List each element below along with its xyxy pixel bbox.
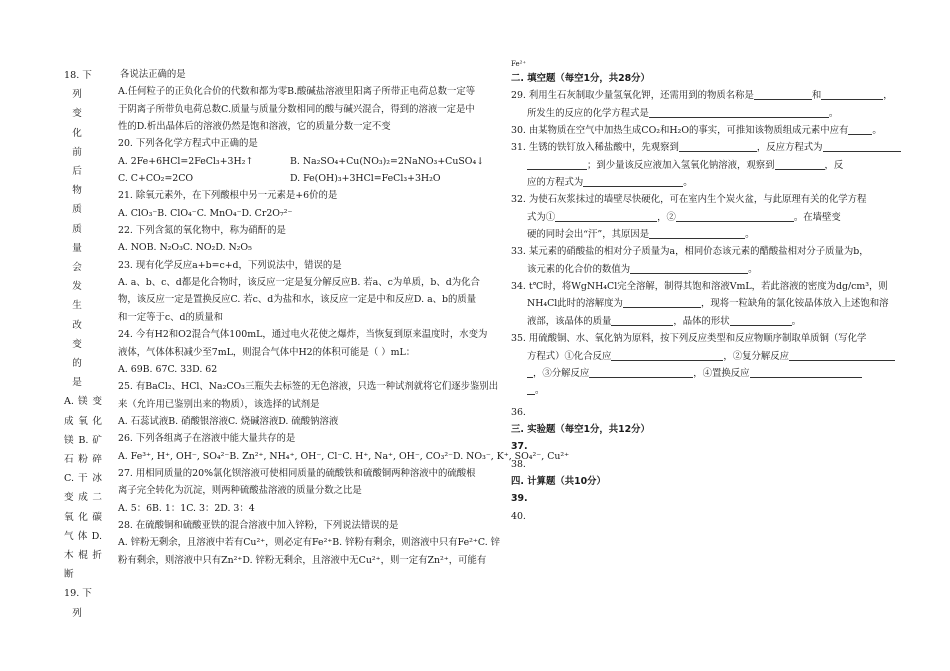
q20-options-row (118, 170, 494, 187)
q18-vertical-char: 列 (72, 89, 82, 101)
left-text-line: 27. 用相同质量的20%氯化钡溶液可使相同质量的硫酸铁和硫酸铜两种溶液中的硫酸根 (118, 467, 476, 479)
q34-line2: NH₄Cl此时的溶解度为 ，现将一粒缺角的氯化铵晶体放入上述饱和溶 (527, 298, 889, 310)
q18-option-fragment: 断 (64, 569, 74, 581)
q31-blank-4[interactable] (775, 158, 825, 170)
q19-vertical-text (64, 604, 104, 623)
q31-line1: 31. 生锈的铁钉放入稀盐酸中，先观察到 ，反应方程式为 (511, 139, 891, 156)
left-text-line: 物，该反应一定是置换反应C. 若c、d为盐和水，该反应一定是中和反应D. a、b的质量 (118, 294, 477, 306)
q31-blank-1[interactable] (679, 140, 757, 152)
q18-option-fragment: 气 体 D. (64, 530, 102, 542)
q18-vertical-char: 是 (72, 377, 82, 389)
q35-line4: 。 (511, 382, 891, 399)
q30-blank[interactable] (848, 123, 872, 135)
q31-blank-3[interactable] (527, 158, 587, 170)
right-question-column (511, 60, 893, 525)
q18-vertical-char: 后 (72, 166, 82, 178)
q18-vertical-char: 量 (72, 242, 82, 254)
q32-line1: 32. 为使石灰浆抹过的墙壁尽快硬化，可在室内生个炭火盆，与此原理有关的化学方程 (511, 194, 867, 206)
q34-blank-3[interactable] (730, 314, 792, 326)
q34-blank-1[interactable] (623, 296, 701, 308)
left-text-line: 性的D.析出晶体后的溶液仍然是饱和溶液，它的质量分数一定不变 (118, 121, 391, 133)
q35-line3: ，③分解反应 ，④置换反应 (511, 365, 891, 382)
q18-option-fragment: C. 干 冰 (64, 473, 102, 485)
q29-blank-2[interactable] (821, 88, 883, 100)
q18-option-fragment: 氧 化 碳 (64, 511, 102, 523)
left-text-line: A. NOB. N₂O₃C. NO₂D. N₂O₅ (118, 242, 252, 254)
left-text-line: A. 石蕊试液B. 硝酸银溶液C. 烧碱溶液D. 硫酸钠溶液 (118, 415, 339, 427)
left-text-line: 和一定等于c、d的质量和 (118, 311, 224, 323)
q30-line: 30. 由某物质在空气中加热生成CO₂和H₂O的事实，可推知该物质组成元素中应有 。 (511, 125, 882, 137)
q18-vertical-char: 发 (72, 281, 82, 293)
q32-blank-3[interactable] (649, 227, 745, 239)
q18-vertical-char: 前 (72, 146, 82, 158)
section-experiment-heading: 三. 实验题（每空1分，共12分） (511, 423, 650, 435)
q18-options (64, 392, 104, 584)
q18-vertical-char: 改 (72, 319, 82, 331)
q35-line2: 方程式）①化合反应 ，②复分解反应 (511, 348, 891, 365)
q19-number: 19. 下 (64, 588, 92, 600)
q18-option-fragment: 木 棍 折 (64, 550, 102, 562)
q18-option-fragment: 镁 B. 矿 (64, 434, 102, 446)
q20-options-row (118, 153, 494, 170)
q18-vertical-text (64, 85, 104, 392)
q20-option: B. Na₂SO₄+Cu(NO₃)₂=2NaNO₃+CuSO₄↓ (290, 155, 485, 167)
q18-vertical-char: 化 (72, 127, 82, 139)
q34-line3: 液部，该晶体的质量 ，晶体的形状 。 (527, 315, 802, 327)
left-text-line: 21. 除氧元素外，在下列酸根中另一元素是+6价的是 (118, 190, 338, 202)
q31-blank-5[interactable] (583, 175, 683, 187)
left-text-line: 离子完全转化为沉淀，则两种硫酸盐溶液的质量分数之比是 (118, 485, 362, 497)
q38-line: 38. (511, 458, 526, 470)
q35-blank-2[interactable] (789, 349, 895, 361)
q35-blank-4b[interactable] (527, 383, 535, 395)
q18-vertical-char: 质 (72, 204, 82, 216)
q32-blank-2[interactable] (676, 210, 794, 222)
q29-blank-3[interactable] (649, 106, 829, 118)
q35-blank-1[interactable] (611, 349, 723, 361)
q35-blank-3[interactable] (589, 366, 693, 378)
left-text-line: 各说法正确的是 (120, 69, 186, 80)
left-text-line: 26. 下列各组离子在溶液中能大量共存的是 (118, 433, 296, 445)
left-text-line: 来（允许用已鉴别出来的物质），该选择的试剂是 (118, 398, 320, 410)
left-text-line: 粉有剩余，则溶液中只有Zn²⁺D. 锌粉无剩余，且溶液中无Cu²⁺，则一定有Zn²⁺，可能有 (118, 554, 487, 566)
q20-option: A. 2Fe+6HCl=2FeCl₃+3H₂↑ (118, 155, 254, 167)
q20-option: C. C+CO₂=2CO (118, 173, 194, 185)
q34-blank-2[interactable] (611, 314, 673, 326)
q29-line1: 29. 利用生石灰制取少量氢氧化钾，还需用到的物质名称是 和 ， (511, 90, 893, 102)
left-text-line: 22. 下列含氮的氧化物中，称为硝酐的是 (118, 225, 286, 237)
left-text-line: 28. 在硫酸铜和硫酸亚铁的混合溶液中加入锌粉，下列说法错误的是 (118, 519, 399, 531)
q33-line2: 该元素的化合价的数值为 。 (527, 263, 758, 275)
q18-option-fragment: A. 镁 变 (64, 396, 102, 408)
q31-blank-2[interactable] (823, 140, 901, 152)
q18-option-fragment: 变 成 二 (64, 492, 102, 504)
q33-blank[interactable] (630, 262, 748, 274)
left-text-line: 于阴离子所带负电荷总数C.质量与质量分数相同的酸与碱兴混合，得到的溶液一定是中 (118, 103, 475, 115)
left-text-line: A. Fe³⁺, H⁺, OH⁻, SO₄²⁻B. Zn²⁺, NH₄⁺, OH⁻, Cl⁻C. H⁺, Na⁺, OH⁻, CO₃²⁻D. NO₃⁻, K⁺, SO₄²⁻, Cu²⁺ (118, 450, 570, 462)
left-text-line: A. a、b、c、d都是化合物时，该反应一定是复分解反应B. 若a、c为单质，b、d为化合 (118, 277, 480, 289)
left-text-line: 液体，气体体积减少至7mL，则混合气体中H2的体积可能是（ ）mL： (118, 346, 416, 358)
q18-vertical-char: 的 (72, 358, 82, 370)
q18-option-fragment: 成 氧 化 (64, 415, 102, 427)
q29-blank-1[interactable] (754, 88, 812, 100)
q31-line2: ；到少量该反应液加入氢氧化钠溶液，观察到 ，反 (511, 157, 891, 174)
q29-line2: 所发生的反应的化学方程式是 。 (527, 107, 839, 119)
q18-vertical-char: 变 (72, 338, 82, 350)
q36-line: 36. (511, 406, 526, 418)
left-text-line: A. ClO₃⁻B. ClO₄⁻C. MnO₄⁻D. Cr2O₇²⁻ (118, 207, 293, 219)
q40-line: 40. (511, 510, 526, 522)
q39-line: 39. (511, 493, 528, 505)
left-text-line: A. 69B. 67C. 33D. 62 (118, 363, 218, 375)
q35-line1: 35. 用硫酸铜、水、氧化钠为原料，按下列反应类型和反应物顺序制取单质铜（写化学 (511, 333, 867, 345)
left-text-line: 20. 下列各化学方程式中正确的是 (118, 138, 258, 150)
q32-blank-1[interactable] (555, 210, 657, 222)
q18-number: 18. 下 (64, 70, 92, 81)
left-text-line: A. 5：6B. 1：1C. 3：2D. 3：4 (118, 502, 255, 514)
q32-line2: 式为① ，② 。在墙壁变 (527, 211, 841, 223)
section-calculation-heading: 四. 计算题（共10分） (511, 475, 606, 487)
q18-vertical-char: 物 (72, 185, 82, 197)
q18-vertical-char: 变 (72, 108, 82, 120)
q18-vertical-column (64, 66, 104, 623)
q33-line1: 33. 某元素的硝酸盐的相对分子质量为a，相同价态该元素的醋酸盐相对分子质量为b， (511, 246, 869, 258)
left-text-line: 24. 今有H2和O2混合气体100mL，通过电火花使之爆炸，当恢复到原来温度时，水变为 (118, 329, 488, 341)
q35-blank-4[interactable] (750, 366, 862, 378)
q37-line: 37. (511, 441, 528, 453)
section-fill-in-heading: 二. 填空题（每空1分，共28分） (511, 73, 650, 84)
q34-line1: 34. t℃时，将WgNH₄Cl完全溶解，制得其饱和溶液VmL，若此溶液的密度为dg/cm³，则 (511, 281, 888, 293)
left-text-line: A. 锌粉无剩余，且溶液中若有Cu²⁺，则必定有Fe²⁺B. 锌粉有剩余，则溶液中只有Fe²⁺C. 锌 (118, 537, 501, 549)
q18-vertical-char: 会 (72, 262, 82, 274)
left-text-line: 23. 现有化学反应a+b=c+d，下列说法中，错误的是 (118, 259, 342, 271)
q18-vertical-char: 质 (72, 223, 82, 235)
q19-vertical-char: 列 (72, 607, 82, 619)
left-text-line: 25. 有BaCl₂、HCl、Na₂CO₃三瓶失去标签的无色溶液，只选一种试剂就将它们逐步鉴别出 (118, 381, 499, 393)
q18-vertical-char: 生 (72, 300, 82, 312)
left-text-line: A.任何粒子的正负化合价的代数和都为零B.酸碱盐溶液里阳离子所带正电荷总数一定等 (118, 86, 476, 98)
q32-line3: 硬的同时会出“汗”，其原因是 。 (527, 229, 755, 241)
q28-continuation: Fe²⁺ (511, 60, 527, 68)
q20-option: D. Fe(OH)₃+3HCl=FeCl₃+3H₂O (290, 173, 441, 185)
q31-line3: 应的方程式为 。 (527, 177, 693, 189)
q18-option-fragment: 石 粉 碎 (64, 454, 102, 466)
